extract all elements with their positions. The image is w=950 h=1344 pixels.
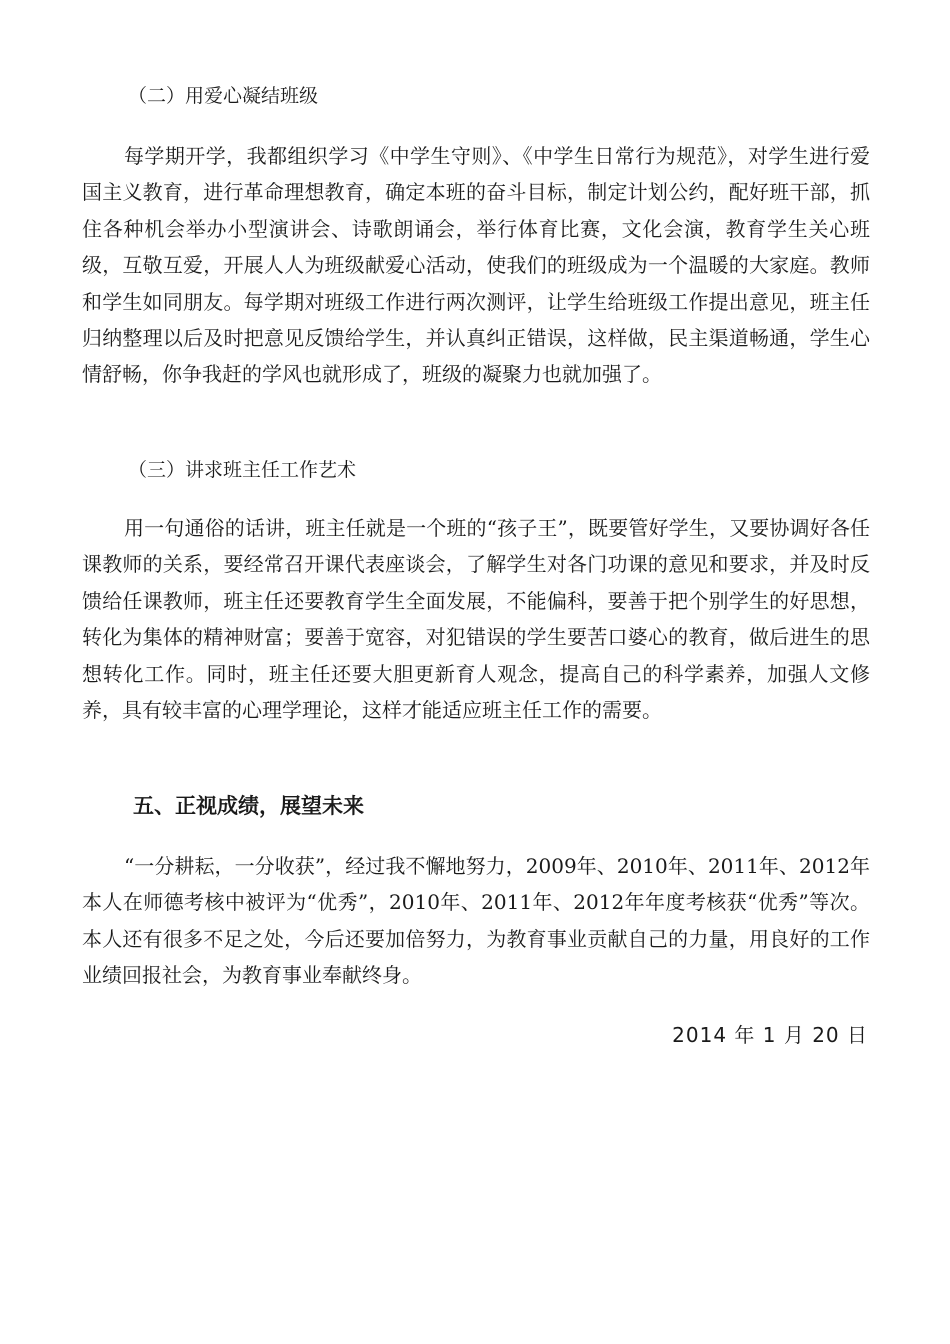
section-heading-achievements: 五、正视成绩，展望未来 [133, 794, 364, 818]
subsection-heading-work-art: （三）讲求班主任工作艺术 [128, 459, 357, 481]
paragraph-achievements: “一分耕耘，一分收获”，经过我不懈地努力，2009年、2010年、2011年、2012年本人在师德考核中被评为“优秀”，2010年、2011年、2012年年度考核获“优秀”等次。本人还有很多不足之处，今后还要加倍努力，为教育事业贡献自己的力量，用良好的工作业绩回报社会，为教育事业奉献终身。 [82, 854, 870, 988]
document-date: 2014 年 1 月 20 日 [672, 1023, 868, 1047]
paragraph-love-class: 每学期开学，我都组织学习《中学生守则》、《中学生日常行为规范》，对学生进行爱国主义教育，进行革命理想教育，确定本班的奋斗目标，制定计划公约，配好班干部，抓住各种机会举办小型演讲会、诗歌朗诵会，举行体育比赛，文化会演，教育学生关心班级，互敬互爱，开展人人为班级献爱心活动，使我们的班级成为一个温暖的大家庭。教师和学生如同朋友。每学期对班级工作进行两次测评，让学生给班级工作提出意见，班主任归纳整理以后及时把意见反馈给学生，并认真纠正错误，这样做，民主渠道畅通，学生心情舒畅，你争我赶的学风也就形成了，班级的凝聚力也就加强了。 [82, 144, 870, 387]
subsection-heading-love-class: （二）用爱心凝结班级 [128, 85, 319, 107]
paragraph-work-art: 用一句通俗的话讲，班主任就是一个班的“孩子王”，既要管好学生，又要协调好各任课教师的关系，要经常召开课代表座谈会，了解学生对各门功课的意见和要求，并及时反馈给任课教师，班主任还要教育学生全面发展，不能偏科，要善于把个别学生的好思想，转化为集体的精神财富；要善于宽容，对犯错误的学生要苦口婆心的教育，做后进生的思想转化工作。同时，班主任还要大胆更新育人观念，提高自己的科学素养，加强人文修养，具有较丰富的心理学理论，这样才能适应班主任工作的需要。 [82, 516, 870, 723]
